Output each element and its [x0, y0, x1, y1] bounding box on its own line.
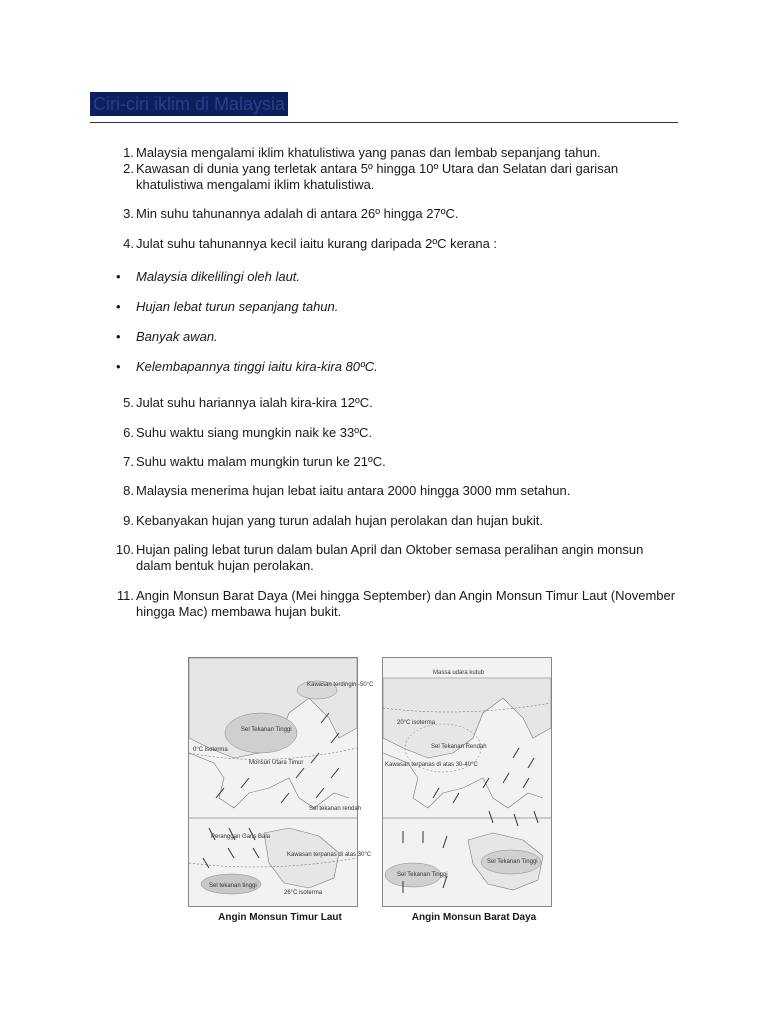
map-label: 0°C isoterma	[193, 747, 228, 753]
bullet-text: Kelembapannya tinggi iaitu kira-kira 80ºC.	[136, 359, 378, 374]
map-label: Sel tekanan tinggi	[209, 883, 257, 889]
list-item	[112, 161, 682, 193]
bullet-symbol: •	[116, 299, 121, 314]
map-label: Kawasan terdingin -50°C	[307, 682, 374, 688]
bullet-text: Malaysia dikelilingi oleh laut.	[136, 269, 301, 284]
map-label: 20°C isoterma	[397, 720, 436, 726]
map-label: Monsun Utara Timur	[249, 760, 304, 766]
list-number: 6.	[123, 425, 134, 440]
list-item	[112, 513, 682, 529]
title-underline	[90, 122, 678, 123]
list-number: 1.	[123, 145, 134, 160]
map-caption-left: Angin Monsun Timur Laut	[218, 912, 342, 923]
list-text: Kawasan di dunia yang terletak antara 5º hingga 10º Utara dan Selatan dari garisan khatulistiwa mengalami iklim khatulistiwa.	[136, 161, 619, 192]
list-item	[112, 395, 682, 411]
list-item	[112, 425, 682, 441]
map-label: Sel Tekanan Rendah	[431, 744, 487, 750]
list-text: Suhu waktu malam mungkin turun ke 21ºC.	[136, 454, 386, 469]
list-number: 8.	[123, 483, 134, 498]
list-item	[112, 206, 682, 222]
list-number: 11.	[116, 588, 134, 603]
list-number: 5.	[123, 395, 134, 410]
bullet-item	[112, 359, 682, 375]
bullet-item	[112, 329, 682, 345]
map-northeast-monsoon	[188, 657, 374, 907]
list-number: 9.	[123, 513, 134, 528]
bullet-symbol: •	[116, 329, 121, 344]
list-text: Hujan paling lebat turun dalam bulan April dan Oktober semasa peralihan angin monsun dalam bentuk hujan perolakan.	[136, 542, 644, 573]
bullet-item	[112, 269, 682, 285]
map-label: 26°C isoterma	[284, 890, 323, 896]
list-number: 7.	[123, 454, 134, 469]
map-label: Kawasan terpanas di atas 30-40°C	[385, 762, 478, 768]
map-label: Sel Tekanan Tinggi	[241, 727, 292, 733]
bullet-symbol: •	[116, 269, 121, 284]
list-text: Malaysia mengalami iklim khatulistiwa yang panas dan lembab sepanjang tahun.	[136, 145, 601, 160]
list-text: Angin Monsun Barat Daya (Mei hingga September) dan Angin Monsun Timur Laut (November hingga Mac) membawa hujan bukit.	[136, 588, 676, 619]
page-title: Ciri-ciri iklim di Malaysia	[90, 92, 288, 116]
list-item	[112, 542, 682, 574]
list-text: Min suhu tahunannya adalah di antara 26º hingga 27ºC.	[136, 206, 459, 221]
list-item	[112, 454, 682, 470]
map-label: Sel Tekanan Tinggi	[397, 872, 448, 878]
map-northeast-monsoon-graphic	[189, 658, 374, 906]
bullet-item	[112, 299, 682, 315]
list-text: Malaysia menerima hujan lebat iaitu antara 2000 hingga 3000 mm setahun.	[136, 483, 571, 498]
list-number: 4.	[123, 236, 134, 251]
list-item	[112, 236, 682, 252]
map-label: Kawasan terpanas di atas 30°C	[287, 852, 372, 858]
list-number: 2.	[123, 161, 134, 176]
map-label: Sel tekanan rendah	[309, 806, 362, 812]
map-caption-right: Angin Monsun Barat Daya	[411, 912, 537, 923]
list-text: Julat suhu hariannya ialah kira-kira 12ºC.	[136, 395, 373, 410]
list-text: Kebanyakan hujan yang turun adalah hujan perolakan dan hujan bukit.	[136, 513, 543, 528]
list-item	[112, 483, 682, 499]
bullet-text: Hujan lebat turun sepanjang tahun.	[136, 299, 339, 314]
bullet-symbol: •	[116, 359, 121, 374]
map-label: Massa udara kutub	[433, 670, 485, 676]
bullet-text: Banyak awan.	[136, 329, 218, 344]
list-number: 3.	[123, 206, 134, 221]
map-southwest-monsoon-graphic	[383, 658, 551, 906]
list-text: Suhu waktu siang mungkin naik ke 33ºC.	[136, 425, 372, 440]
list-item	[112, 588, 682, 620]
list-item	[112, 145, 682, 161]
map-label: Sel Tekanan Tinggi	[487, 859, 538, 865]
list-text: Julat suhu tahunannya kecil iaitu kurang daripada 2ºC kerana :	[136, 236, 498, 251]
map-label: Peranggan Garis Bala	[211, 834, 271, 840]
list-number: 10.	[115, 542, 134, 557]
map-southwest-monsoon	[382, 657, 552, 907]
